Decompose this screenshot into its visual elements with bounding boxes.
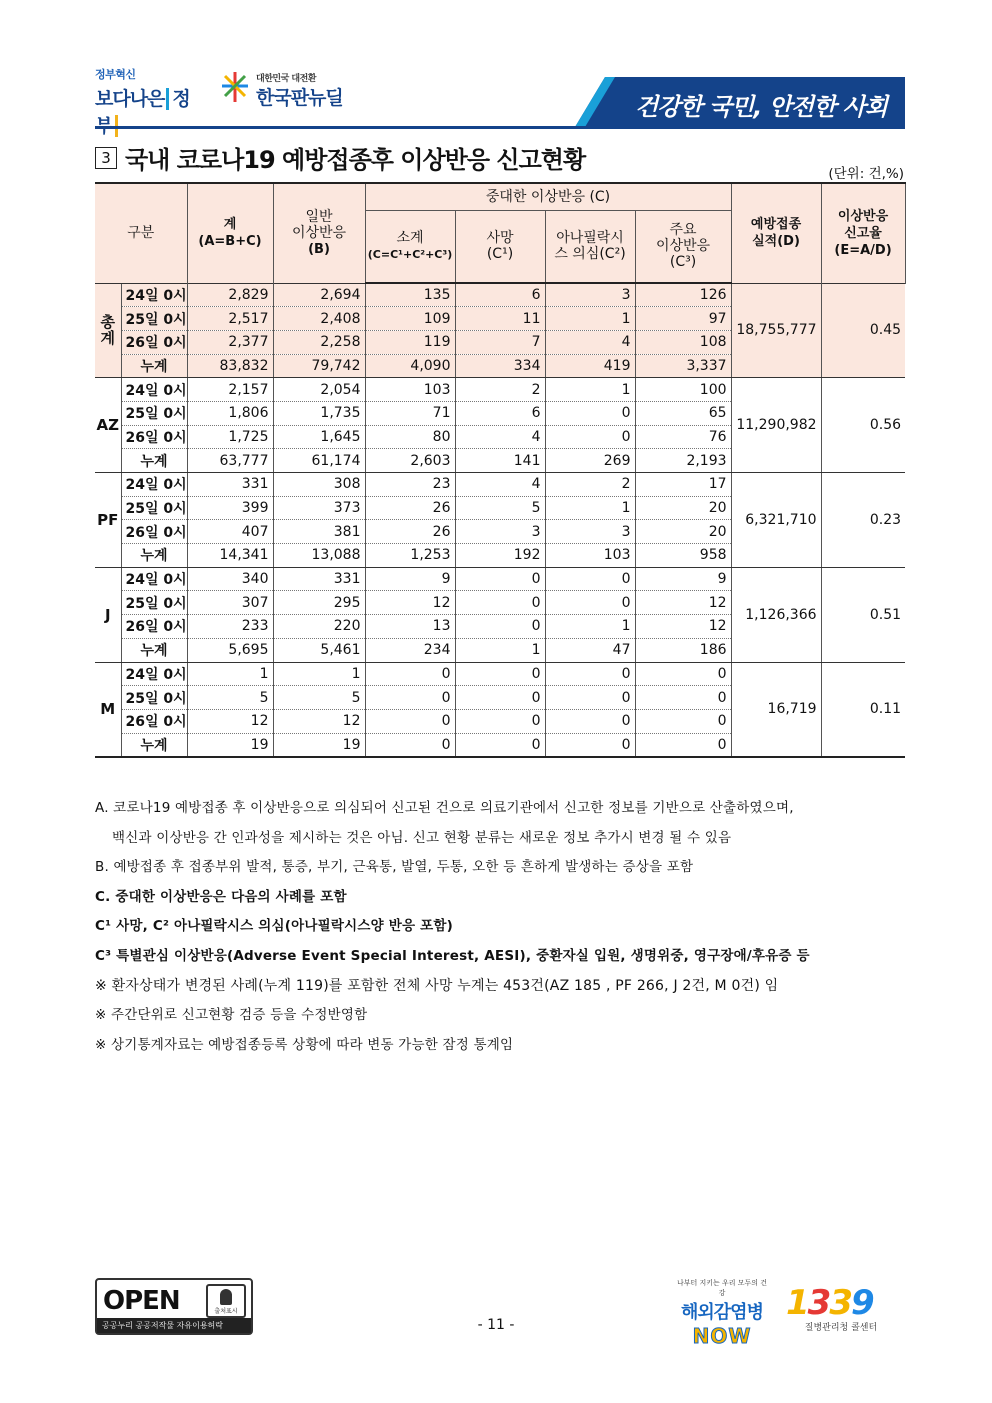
group-0: [95, 283, 905, 378]
logo1-wordmark: [95, 84, 205, 138]
table-cell: 295: [273, 591, 365, 615]
table-cell: 269: [545, 449, 635, 473]
table-cell: 958: [635, 544, 731, 568]
note-c3: C³ 특별관심 이상반응(Adverse Event Special Interest, AESI), 중환자실 입원, 생명위중, 영구장애/후유증 등: [95, 947, 810, 964]
callcenter-number: [786, 1283, 896, 1323]
table-cell: 103: [545, 544, 635, 568]
table-cell: 1: [455, 638, 545, 662]
table-cell: 12: [635, 615, 731, 639]
table-cell: 0: [545, 401, 635, 425]
table-cell: 4: [455, 473, 545, 497]
person-icon: [220, 1289, 232, 1305]
row-label: 26일 0시: [121, 615, 187, 639]
table-cell: 373: [273, 496, 365, 520]
table-cell: 109: [365, 307, 455, 331]
callcenter-digit: 3: [829, 1283, 852, 1323]
now-tagline: 나부터 지키는 우리 모두의 건강: [676, 1279, 768, 1297]
header-subtotal: 소계 (C=C¹+C²+C³): [365, 210, 455, 283]
table-cell: 186: [635, 638, 731, 662]
table-cell: 2,829: [187, 283, 273, 307]
row-label: 26일 0시: [121, 425, 187, 449]
table-cell: 2,694: [273, 283, 365, 307]
table-cell: 20: [635, 520, 731, 544]
table-cell: 26: [365, 496, 455, 520]
table-cell: 3: [545, 283, 635, 307]
now-title: 해외감염병: [681, 1302, 763, 1323]
table-cell: 331: [273, 567, 365, 591]
row-label: 누계: [121, 354, 187, 378]
table-cell: 20: [635, 496, 731, 520]
note-c: C. 중대한 이상반응은 다음의 사례를 포함: [95, 888, 347, 905]
row-label: 25일 0시: [121, 686, 187, 710]
table-cell: 233: [187, 615, 273, 639]
table-cell: 76: [635, 425, 731, 449]
adverse-event-table: [95, 182, 906, 758]
table-cell: 0: [455, 591, 545, 615]
table-cell: 0: [635, 662, 731, 686]
header-death: 사망 (C¹): [455, 210, 545, 283]
kogl-caption: 공공누리 공공저작물 자유이용허락: [97, 1318, 251, 1333]
header-anaphylaxis: 아나필락시 스 의심(C²): [545, 210, 635, 283]
row-label: 24일 0시: [121, 662, 187, 686]
note-a-line2: 백신과 이상반응 간 인과성을 제시하는 것은 아님. 신고 현황 분류는 새로운 정보 추가시 변경 될 수 있음: [112, 829, 732, 846]
table-cell: 0: [635, 686, 731, 710]
row-label: 26일 0시: [121, 520, 187, 544]
table-cell: 1,725: [187, 425, 273, 449]
table-cell: 0: [545, 662, 635, 686]
table-row: [95, 378, 905, 402]
row-label: 24일 0시: [121, 378, 187, 402]
unit-label: (단위: 건,%): [828, 166, 904, 182]
section-number: 3: [95, 147, 117, 169]
table-cell: 307: [187, 591, 273, 615]
attribution-label: 출처표시: [214, 1308, 238, 1315]
table-cell: 83,832: [187, 354, 273, 378]
now-word: NOW: [692, 1324, 752, 1348]
header-report-rate: 이상반응 신고율 (E=A/D): [821, 183, 905, 283]
group-2: [95, 473, 905, 568]
table-cell: 2,517: [187, 307, 273, 331]
row-label: 누계: [121, 449, 187, 473]
logo2-wordmark: 한국판뉴딜: [256, 87, 343, 109]
table-cell: 0: [545, 591, 635, 615]
callcenter-digit: 1: [786, 1283, 808, 1323]
table-cell: 12: [273, 709, 365, 733]
table-cell: 3: [545, 520, 635, 544]
table-cell: 2,603: [365, 449, 455, 473]
table-cell: 63,777: [187, 449, 273, 473]
table-cell: 0: [455, 615, 545, 639]
table-cell: 0: [365, 709, 455, 733]
gov-innovation-logo: [95, 66, 205, 114]
table-cell: 3,337: [635, 354, 731, 378]
table-cell: 0: [545, 567, 635, 591]
logo1-word-a: 보다나은: [95, 88, 165, 110]
header-rule: [95, 126, 905, 129]
table-cell: 2,193: [635, 449, 731, 473]
table-cell: 0: [455, 733, 545, 757]
table-cell: 80: [365, 425, 455, 449]
table-cell: 47: [545, 638, 635, 662]
table-cell: 4: [455, 425, 545, 449]
table-cell: 12: [187, 709, 273, 733]
table-cell: 308: [273, 473, 365, 497]
note-remark-death: ※ 환자상태가 변경된 사례(누계 119)를 포함한 전체 사망 누계는 453건(AZ 185 , PF 266, J 2건, M 0건) 임: [95, 978, 779, 995]
header-vaccinations: 예방접종 실적(D): [731, 183, 821, 283]
row-label: 누계: [121, 544, 187, 568]
header-general: 일반 이상반응 (B): [273, 183, 365, 283]
table-cell: 6: [455, 401, 545, 425]
table-cell: 220: [273, 615, 365, 639]
note-remark-provisional: ※ 상기통계자료는 예방접종등록 상황에 따라 변동 가능한 잠정 통계임: [95, 1037, 514, 1054]
table-cell: 0: [365, 662, 455, 686]
group-label: PF: [95, 473, 121, 568]
table-cell: 0: [545, 709, 635, 733]
group-label: 총계: [95, 283, 121, 378]
page-number: - 11 -: [477, 1317, 515, 1333]
table-cell: 2: [545, 473, 635, 497]
table-cell: 0: [365, 733, 455, 757]
table-cell: 5,461: [273, 638, 365, 662]
table-cell: 19: [273, 733, 365, 757]
page-header: [95, 60, 905, 130]
open-wordmark: OPEN: [103, 1286, 180, 1316]
callcenter-digit: 3: [807, 1283, 830, 1323]
table-cell: 0: [635, 709, 731, 733]
row-label: 25일 0시: [121, 307, 187, 331]
table-cell: 1,735: [273, 401, 365, 425]
table-cell: 2,408: [273, 307, 365, 331]
overseas-infection-now-logo: [676, 1278, 768, 1348]
callcenter-label: 질병관리청 콜센터: [804, 1323, 878, 1333]
section-title-text: 국내 코로나19 예방접종후 이상반응 신고현황: [125, 146, 586, 174]
table-cell: 2,258: [273, 330, 365, 354]
logo1-caption: 정부혁신: [95, 68, 136, 81]
table-cell: 5: [273, 686, 365, 710]
table-cell: 61,174: [273, 449, 365, 473]
table-cell: 340: [187, 567, 273, 591]
row-label: 25일 0시: [121, 496, 187, 520]
table-cell: 23: [365, 473, 455, 497]
group-3: [95, 567, 905, 662]
table-cell: 234: [365, 638, 455, 662]
table-cell: 1: [545, 378, 635, 402]
table-cell: 419: [545, 354, 635, 378]
table-cell: 2,377: [187, 330, 273, 354]
table-cell: 1,806: [187, 401, 273, 425]
callcenter-digit: 9: [851, 1283, 873, 1323]
table-cell: 7: [455, 330, 545, 354]
table-cell: 334: [455, 354, 545, 378]
table-cell: 407: [187, 520, 273, 544]
table-cell: 1: [187, 662, 273, 686]
table-cell: 5,695: [187, 638, 273, 662]
table-cell: 100: [635, 378, 731, 402]
header-total: 계 (A=B+C): [187, 183, 273, 283]
table-cell: 1: [273, 662, 365, 686]
table-cell: 9: [635, 567, 731, 591]
slogan-text: 건강한 국민, 안전한 사회: [634, 93, 887, 121]
vaccinations-cell: 16,719: [731, 662, 821, 757]
table-cell: 5: [455, 496, 545, 520]
footnotes: [95, 800, 905, 1067]
table-cell: 119: [365, 330, 455, 354]
group-1: [95, 378, 905, 473]
table-cell: 0: [545, 733, 635, 757]
header-serious: 중대한 이상반응 (C): [365, 183, 731, 210]
table-cell: 2: [455, 378, 545, 402]
table-cell: 399: [187, 496, 273, 520]
table-cell: 0: [545, 686, 635, 710]
table-cell: 108: [635, 330, 731, 354]
vaccinations-cell: 6,321,710: [731, 473, 821, 568]
vaccinations-cell: 11,290,982: [731, 378, 821, 473]
header-category: 구분: [95, 183, 187, 283]
table-cell: 141: [455, 449, 545, 473]
note-remark-weekly: ※ 주간단위로 신고현황 검증 등을 수정반영함: [95, 1007, 368, 1024]
table-cell: 192: [455, 544, 545, 568]
table-cell: 71: [365, 401, 455, 425]
table-cell: 5: [187, 686, 273, 710]
row-label: 누계: [121, 638, 187, 662]
table-row: [95, 662, 905, 686]
report-rate-cell: 0.45: [821, 283, 905, 378]
table-cell: 1: [545, 615, 635, 639]
table-cell: 0: [455, 709, 545, 733]
table-cell: 9: [365, 567, 455, 591]
table-cell: 1,253: [365, 544, 455, 568]
logo1-word-b: 정: [95, 88, 190, 137]
section-title: [95, 140, 585, 175]
table-cell: 65: [635, 401, 731, 425]
table-cell: 19: [187, 733, 273, 757]
table-cell: 4: [545, 330, 635, 354]
report-rate-cell: 0.56: [821, 378, 905, 473]
table-cell: 126: [635, 283, 731, 307]
row-label: 24일 0시: [121, 473, 187, 497]
table-cell: 13,088: [273, 544, 365, 568]
row-label: 25일 0시: [121, 401, 187, 425]
table-cell: 17: [635, 473, 731, 497]
table-cell: 12: [635, 591, 731, 615]
note-a-line1: A. 코로나19 예방접종 후 이상반응으로 의심되어 신고된 건으로 의료기관에서 신고한 정보를 기반으로 산출하였으며,: [95, 800, 794, 816]
report-rate-cell: 0.23: [821, 473, 905, 568]
table-row: [95, 567, 905, 591]
table-cell: 0: [455, 662, 545, 686]
attribution-icon: [206, 1284, 246, 1318]
table-row: [95, 473, 905, 497]
report-rate-cell: 0.11: [821, 662, 905, 757]
row-label: 26일 0시: [121, 330, 187, 354]
group-label: J: [95, 567, 121, 662]
table-row: [95, 283, 905, 307]
vaccinations-cell: 1,126,366: [731, 567, 821, 662]
row-label: 25일 0시: [121, 591, 187, 615]
row-label: 26일 0시: [121, 709, 187, 733]
table-cell: 103: [365, 378, 455, 402]
group-4: [95, 662, 905, 757]
table-cell: 0: [455, 686, 545, 710]
table-cell: 97: [635, 307, 731, 331]
table-cell: 135: [365, 283, 455, 307]
header-major: 주요 이상반응 (C³): [635, 210, 731, 283]
group-label: M: [95, 662, 121, 757]
table-cell: 0: [545, 425, 635, 449]
table-cell: 11: [455, 307, 545, 331]
table-cell: 6: [455, 283, 545, 307]
table-cell: 1,645: [273, 425, 365, 449]
table-cell: 0: [635, 733, 731, 757]
new-deal-mark-icon: [220, 70, 250, 104]
logo2-caption: 대한민국 대전환: [256, 74, 316, 84]
callcenter-1339-logo: [786, 1283, 896, 1338]
note-c1-c2: C¹ 사망, C² 아나필락시스 의심(아나필락시스양 반응 포함): [95, 918, 453, 935]
table-cell: 14,341: [187, 544, 273, 568]
row-label: 24일 0시: [121, 567, 187, 591]
report-rate-cell: 0.51: [821, 567, 905, 662]
table-cell: 4,090: [365, 354, 455, 378]
group-label: AZ: [95, 378, 121, 473]
table-cell: 12: [365, 591, 455, 615]
row-label: 누계: [121, 733, 187, 757]
table-cell: 26: [365, 520, 455, 544]
table-cell: 79,742: [273, 354, 365, 378]
note-b: B. 예방접종 후 접종부위 발적, 통증, 부기, 근육통, 발열, 두통, 오한 등 흔하게 발생하는 증상을 포함: [95, 859, 694, 876]
new-deal-logo: [220, 70, 360, 110]
table-cell: 381: [273, 520, 365, 544]
table-cell: 2,157: [187, 378, 273, 402]
table-cell: 331: [187, 473, 273, 497]
table-cell: 2,054: [273, 378, 365, 402]
row-label: 24일 0시: [121, 283, 187, 307]
table-cell: 3: [455, 520, 545, 544]
table-cell: 0: [455, 567, 545, 591]
table-cell: 13: [365, 615, 455, 639]
table-cell: 1: [545, 307, 635, 331]
table-cell: 0: [365, 686, 455, 710]
vaccinations-cell: 18,755,777: [731, 283, 821, 378]
table-cell: 1: [545, 496, 635, 520]
